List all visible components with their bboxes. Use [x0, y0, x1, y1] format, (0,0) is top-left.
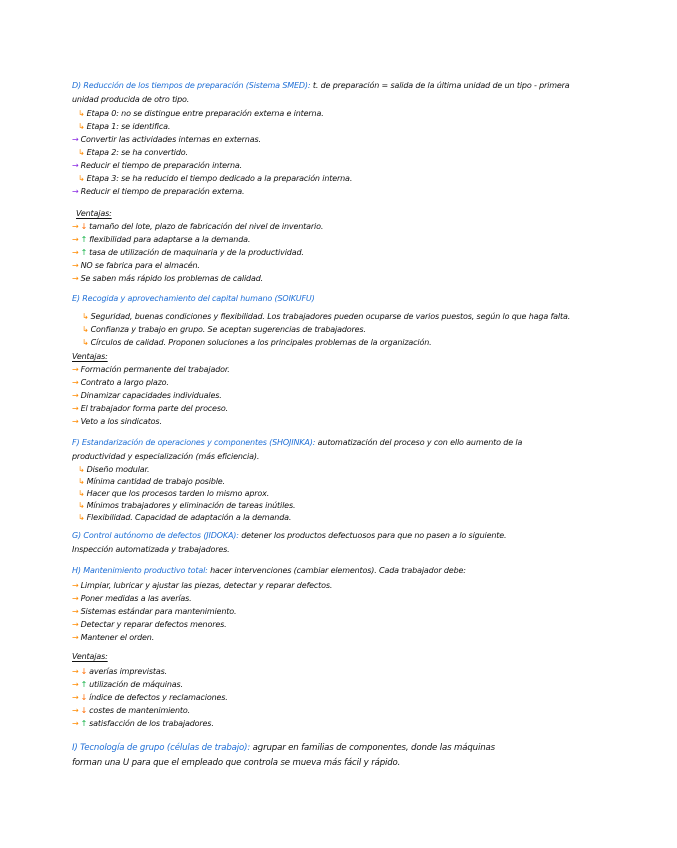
- arrow-right-icon: →: [72, 594, 79, 603]
- list-item: [72, 606, 236, 618]
- hook-arrow-icon: ↳: [82, 312, 89, 321]
- arrow-right-icon: →: [72, 248, 79, 257]
- list-item: [72, 666, 167, 678]
- arrow-right-icon: →: [72, 581, 79, 590]
- list-item: [78, 488, 269, 500]
- list-item: [78, 464, 149, 476]
- list-item-text: Círculos de calidad. Proponen soluciones a los principales problemas de la organización.: [90, 338, 432, 347]
- list-item: [78, 108, 324, 120]
- arrow-right-icon: →: [72, 680, 79, 689]
- hook-arrow-icon: ↳: [82, 338, 89, 347]
- down-arrow-icon: ↓: [80, 667, 88, 676]
- list-item-text: Hacer que los procesos tarden lo mismo aprox.: [86, 489, 270, 498]
- hook-arrow-icon: ↳: [78, 489, 85, 498]
- arrow-right-icon: →: [72, 607, 79, 616]
- hook-arrow-icon: ↳: [78, 477, 85, 486]
- list-item-text: Etapa 0: no se distingue entre preparación externa e interna.: [86, 109, 324, 118]
- hook-arrow-icon: ↳: [78, 465, 85, 474]
- list-item: [72, 273, 263, 285]
- section-h-definition: hacer intervenciones (cambiar elementos). Cada trabajador debe:: [207, 566, 466, 575]
- section-f-heading: [72, 437, 522, 449]
- list-item: [72, 377, 169, 389]
- list-item-text: Formación permanente del trabajador.: [80, 365, 230, 374]
- section-i-heading: [72, 742, 495, 754]
- list-item-text: Contrato a largo plazo.: [80, 378, 169, 387]
- list-item: [72, 580, 332, 592]
- section-e-title: E) Recogida y aprovechamiento del capital humano (SOIKUFU): [72, 294, 315, 303]
- section-d-definition: t. de preparación = salida de la última unidad de un tipo - primera: [310, 81, 570, 90]
- list-item: [78, 121, 170, 133]
- list-item-text: Flexibilidad. Capacidad de adaptación a la demanda.: [86, 513, 292, 522]
- hook-arrow-icon: ↳: [82, 325, 89, 334]
- list-item: [82, 311, 570, 323]
- hook-arrow-icon: ↳: [78, 122, 85, 131]
- list-item: [72, 160, 242, 172]
- section-d-title: D) Reducción de los tiempos de preparación (Sistema SMED):: [72, 81, 311, 90]
- list-item: [72, 364, 230, 376]
- list-item-text: Etapa 2: se ha convertido.: [86, 148, 188, 157]
- list-item-text: Mantener el orden.: [80, 633, 155, 642]
- list-item-text: satisfacción de los trabajadores.: [89, 719, 214, 728]
- list-item-text: Limpiar, lubricar y ajustar las piezas, detectar y reparar defectos.: [80, 581, 333, 590]
- section-d-heading: [72, 80, 570, 92]
- section-d-continuation: unidad producida de otro tipo.: [72, 95, 190, 104]
- section-i-title: I) Tecnología de grupo (células de trabajo):: [72, 743, 251, 753]
- arrow-right-icon: →: [72, 261, 79, 270]
- list-item: [78, 512, 291, 524]
- ventajas-heading: Ventajas:: [72, 352, 108, 361]
- list-item: [72, 134, 261, 146]
- list-item: [72, 705, 190, 717]
- list-item: [72, 247, 304, 259]
- arrow-right-icon: →: [72, 391, 79, 400]
- list-item: [72, 234, 250, 246]
- list-item-text: NO se fabrica para el almacén.: [80, 261, 200, 270]
- down-arrow-icon: ↓: [80, 706, 88, 715]
- arrow-right-icon: →: [72, 667, 79, 676]
- hook-arrow-icon: ↳: [78, 148, 85, 157]
- list-item: [78, 476, 225, 488]
- section-g-heading: [72, 530, 506, 542]
- down-arrow-icon: ↓: [80, 222, 88, 231]
- list-item-text: Reducir el tiempo de preparación interna.: [80, 161, 243, 170]
- section-g-continuation: Inspección automatizada y trabajadores.: [72, 545, 230, 554]
- hook-arrow-icon: ↳: [78, 501, 85, 510]
- list-item-text: averías imprevistas.: [89, 667, 167, 676]
- section-f-continuation: productividad y especialización (más eficiencia).: [72, 452, 260, 461]
- section-f-definition: automatización del proceso y con ello aumento de la: [315, 438, 523, 447]
- arrow-right-icon: →: [72, 135, 79, 144]
- list-item: [72, 679, 183, 691]
- list-item: [72, 692, 228, 704]
- arrow-right-icon: →: [72, 633, 79, 642]
- section-h-title: H) Mantenimiento productivo total:: [72, 566, 208, 575]
- list-item-text: Poner medidas a las averías.: [80, 594, 192, 603]
- list-item: [78, 500, 295, 512]
- arrow-right-icon: →: [72, 161, 79, 170]
- up-arrow-icon: ↑: [80, 719, 88, 728]
- list-item: [72, 221, 323, 233]
- arrow-right-icon: →: [72, 187, 79, 196]
- arrow-right-icon: →: [72, 274, 79, 283]
- list-item: [72, 416, 162, 428]
- list-item: [72, 619, 227, 631]
- hook-arrow-icon: ↳: [78, 109, 85, 118]
- section-h-heading: [72, 565, 466, 577]
- section-f-title: F) Estandarización de operaciones y componentes (SHOJINKA):: [72, 438, 316, 447]
- list-item: [72, 403, 228, 415]
- arrow-right-icon: →: [72, 235, 79, 244]
- list-item-text: tasa de utilización de maquinaria y de la productividad.: [89, 248, 304, 257]
- list-item: [72, 186, 244, 198]
- down-arrow-icon: ↓: [80, 693, 88, 702]
- list-item: [82, 337, 432, 349]
- list-item-text: Confianza y trabajo en grupo. Se aceptan sugerencias de trabajadores.: [90, 325, 366, 334]
- arrow-right-icon: →: [72, 693, 79, 702]
- list-item-text: flexibilidad para adaptarse a la demanda.: [89, 235, 251, 244]
- arrow-right-icon: →: [72, 417, 79, 426]
- list-item-text: Dinamizar capacidades individuales.: [80, 391, 222, 400]
- list-item: [82, 324, 366, 336]
- list-item-text: Diseño modular.: [86, 465, 150, 474]
- up-arrow-icon: ↑: [80, 680, 88, 689]
- list-item: [78, 173, 352, 185]
- list-item: [72, 390, 222, 402]
- hook-arrow-icon: ↳: [78, 513, 85, 522]
- list-item-text: Convertir las actividades internas en externas.: [80, 135, 261, 144]
- arrow-right-icon: →: [72, 365, 79, 374]
- section-i-definition: agrupar en familias de componentes, donde las máquinas: [250, 743, 495, 753]
- list-item: [78, 147, 188, 159]
- arrow-right-icon: →: [72, 719, 79, 728]
- hook-arrow-icon: ↳: [78, 174, 85, 183]
- list-item-text: Mínima cantidad de trabajo posible.: [86, 477, 225, 486]
- arrow-right-icon: →: [72, 404, 79, 413]
- arrow-right-icon: →: [72, 378, 79, 387]
- arrow-right-icon: →: [72, 620, 79, 629]
- up-arrow-icon: ↑: [80, 248, 88, 257]
- list-item-text: costes de mantenimiento.: [89, 706, 190, 715]
- list-item: [72, 718, 214, 730]
- list-item-text: Detectar y reparar defectos menores.: [80, 620, 227, 629]
- section-i-continuation: forman una U para que el empleado que controla se mueva más fácil y rápido.: [72, 758, 401, 768]
- arrow-right-icon: →: [72, 222, 79, 231]
- list-item-text: El trabajador forma parte del proceso.: [80, 404, 228, 413]
- list-item-text: Etapa 1: se identifica.: [86, 122, 171, 131]
- list-item-text: Etapa 3: se ha reducido el tiempo dedicado a la preparación interna.: [86, 174, 353, 183]
- up-arrow-icon: ↑: [80, 235, 88, 244]
- section-g-definition: detener los productos defectuosos para que no pasen a lo siguiente.: [238, 531, 507, 540]
- list-item: [72, 260, 200, 272]
- ventajas-heading: Ventajas:: [72, 652, 108, 661]
- list-item: [72, 593, 192, 605]
- section-g-title: G) Control autónomo de defectos (JIDOKA):: [72, 531, 239, 540]
- list-item-text: Se saben más rápido los problemas de calidad.: [80, 274, 264, 283]
- arrow-right-icon: →: [72, 706, 79, 715]
- list-item: [72, 632, 154, 644]
- list-item-text: Mínimos trabajadores y eliminación de tareas inútiles.: [86, 501, 296, 510]
- list-item-text: tamaño del lote, plazo de fabricación del nivel de inventario.: [89, 222, 324, 231]
- list-item-text: índice de defectos y reclamaciones.: [89, 693, 228, 702]
- ventajas-heading: Ventajas:: [76, 209, 112, 218]
- list-item-text: utilización de máquinas.: [89, 680, 183, 689]
- list-item-text: Seguridad, buenas condiciones y flexibilidad. Los trabajadores pueden ocuparse de varios puestos, según lo que haga falta.: [90, 312, 571, 321]
- list-item-text: Sistemas estándar para mantenimiento.: [80, 607, 237, 616]
- list-item-text: Reducir el tiempo de preparación externa.: [80, 187, 245, 196]
- list-item-text: Veto a los sindicatos.: [80, 417, 162, 426]
